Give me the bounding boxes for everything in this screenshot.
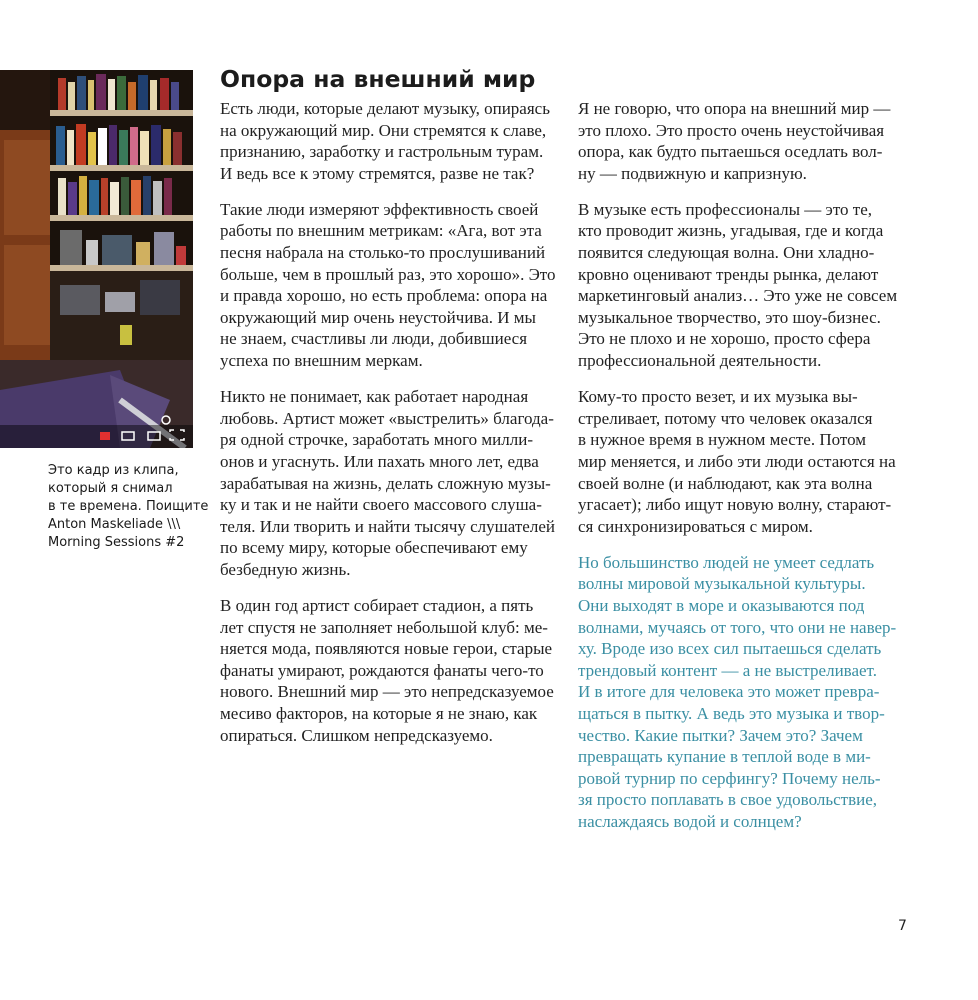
text-line: больше, чем в прошлый раз, это хорошо». Это	[220, 264, 556, 284]
text-line: музыкальное творчество, это шоу-бизнес.	[578, 307, 881, 327]
text-line: няется мода, появляются новые герои, старые	[220, 639, 553, 659]
text-line: опора, как будто пытаешься оседлать вол-	[578, 142, 883, 162]
text-line: Это не плохо и не хорошо, просто сфера	[578, 329, 871, 349]
text-line: в нужное время в нужном месте. Потом	[578, 430, 867, 450]
text-line: чество. Какие пытки? Зачем это? Зачем	[578, 725, 863, 745]
text-line: ку и так и не найти своего массового слуша-	[220, 495, 542, 515]
text-line: мир меняется, и либо эти люди остаются на	[578, 451, 896, 471]
text-line: трендовый контент — а не выстреливает.	[578, 660, 877, 680]
text-line: волны мировой музыкальной культуры.	[578, 574, 866, 594]
text-line: не знаем, счастливы ли люди, добившиеся	[220, 329, 528, 349]
page-number: 7	[898, 918, 907, 934]
text-line: песня набрала на столько-то прослушиваний	[220, 243, 546, 263]
text-line: по всему миру, которые обеспечивают ему	[220, 538, 528, 558]
text-line: ну — подвижную и капризную.	[578, 163, 807, 183]
text-line: появится следующая волна. Они хладно-	[578, 243, 875, 263]
text-line: профессиональной деятельности.	[578, 351, 822, 371]
text-line: стреливает, потому что человек оказался	[578, 408, 873, 428]
text-line: успеха по внешним меркам.	[220, 351, 423, 371]
paragraph	[578, 199, 918, 372]
text-line: наслаждаясь водой и солнцем?	[578, 811, 802, 831]
text-line: И ведь все к этому стремятся, разве не так?	[220, 163, 535, 183]
text-line: И в итоге для человека это может превра-	[578, 682, 880, 702]
text-line: нового. Внешний мир — это непредсказуемое	[220, 682, 554, 702]
text-line: окружающий мир очень неустойчива. И мы	[220, 307, 536, 327]
text-line: Есть люди, которые делают музыку, опираясь	[220, 99, 550, 118]
photo-caption	[48, 462, 208, 552]
left-text-column	[220, 98, 565, 761]
text-line: зарабатывая на жизнь, делать сложную музы-	[220, 473, 551, 493]
text-line: ровой турнир по серфингу? Почему нель-	[578, 768, 881, 788]
text-line: ся синхронизироваться с миром.	[578, 516, 813, 536]
video-frame-photo	[0, 70, 193, 448]
text-line: кто проводит жизнь, угадывая, где и когда	[578, 221, 884, 241]
text-line: своей волне (и наблюдают, как эта волна	[578, 473, 873, 493]
caption-line: Это кадр из клипа,	[48, 463, 179, 478]
text-line: кровно оценивают тренды рынка, делают	[578, 264, 879, 284]
text-line: В музыке есть профессионалы — это те,	[578, 199, 873, 219]
text-line: лет спустя не заполняет небольшой клуб: ме-	[220, 617, 548, 637]
text-line: фанаты умирают, рождаются фанаты чего-то	[220, 660, 544, 680]
text-line: Никто не понимает, как работает народная	[220, 387, 529, 407]
text-line: месиво факторов, на которые я не знаю, как	[220, 703, 538, 723]
caption-line: Anton Maskeliade \\\	[48, 517, 181, 532]
text-line: опираться. Слишком непредсказуемо.	[220, 725, 493, 745]
text-line: Но большинство людей не умеет седлать	[578, 552, 875, 572]
paragraph	[578, 98, 918, 184]
text-line: это плохо. Это просто очень неустойчивая	[578, 120, 885, 140]
text-line: волнами, мучаясь от того, что они не навер-	[578, 617, 897, 637]
text-line: Они выходят в море и оказываются под	[578, 595, 865, 615]
text-line: онов и угаснуть. Или пахать много лет, едва	[220, 451, 539, 471]
text-line: маркетинговый анализ… Это уже не совсем	[578, 286, 898, 306]
text-line: теля. Или творить и найти тысячу слушателей	[220, 516, 555, 536]
text-line: превращать купание в теплой воде в ми-	[578, 747, 871, 767]
paragraph	[220, 386, 565, 580]
caption-line: в те времена. Поищите	[48, 499, 209, 514]
text-line: Кому-то просто везет, и их музыка вы-	[578, 387, 858, 407]
paragraph	[220, 595, 565, 746]
text-line: Такие люди измеряют эффективность своей	[220, 199, 539, 219]
paragraph	[578, 386, 918, 537]
text-line: на окружающий мир. Они стремятся к славе,	[220, 120, 547, 140]
caption-line: который я снимал	[48, 481, 173, 496]
text-line: ря одной строчке, заработать много милли-	[220, 430, 533, 450]
text-line: и правда хорошо, но есть проблема: опора на	[220, 286, 548, 306]
text-line: ху. Вроде изо всех сил пытаешься сделать	[578, 639, 882, 659]
section-heading: Опора на внешний мир	[220, 65, 536, 93]
paragraph	[220, 199, 565, 372]
text-line: зя просто поплавать в свое удовольствие,	[578, 790, 878, 810]
text-line: щаться в пытку. А ведь это музыка и твор-	[578, 703, 885, 723]
text-line: признанию, заработку и гастрольным турам.	[220, 142, 544, 162]
text-line: безбедную жизнь.	[220, 559, 351, 579]
text-line: угасает); либо ищут новую волну, старают-	[578, 495, 892, 515]
highlighted-paragraph	[578, 552, 918, 833]
text-line: любовь. Артист может «выстрелить» благода-	[220, 408, 554, 428]
right-text-column	[578, 98, 918, 847]
text-line: работы по внешним метрикам: «Ага, вот эта	[220, 221, 542, 241]
caption-line: Morning Sessions #2	[48, 535, 185, 550]
text-line: В один год артист собирает стадион, а пять	[220, 595, 534, 615]
text-line: Я не говорю, что опора на внешний мир —	[578, 99, 891, 118]
paragraph	[220, 98, 565, 184]
